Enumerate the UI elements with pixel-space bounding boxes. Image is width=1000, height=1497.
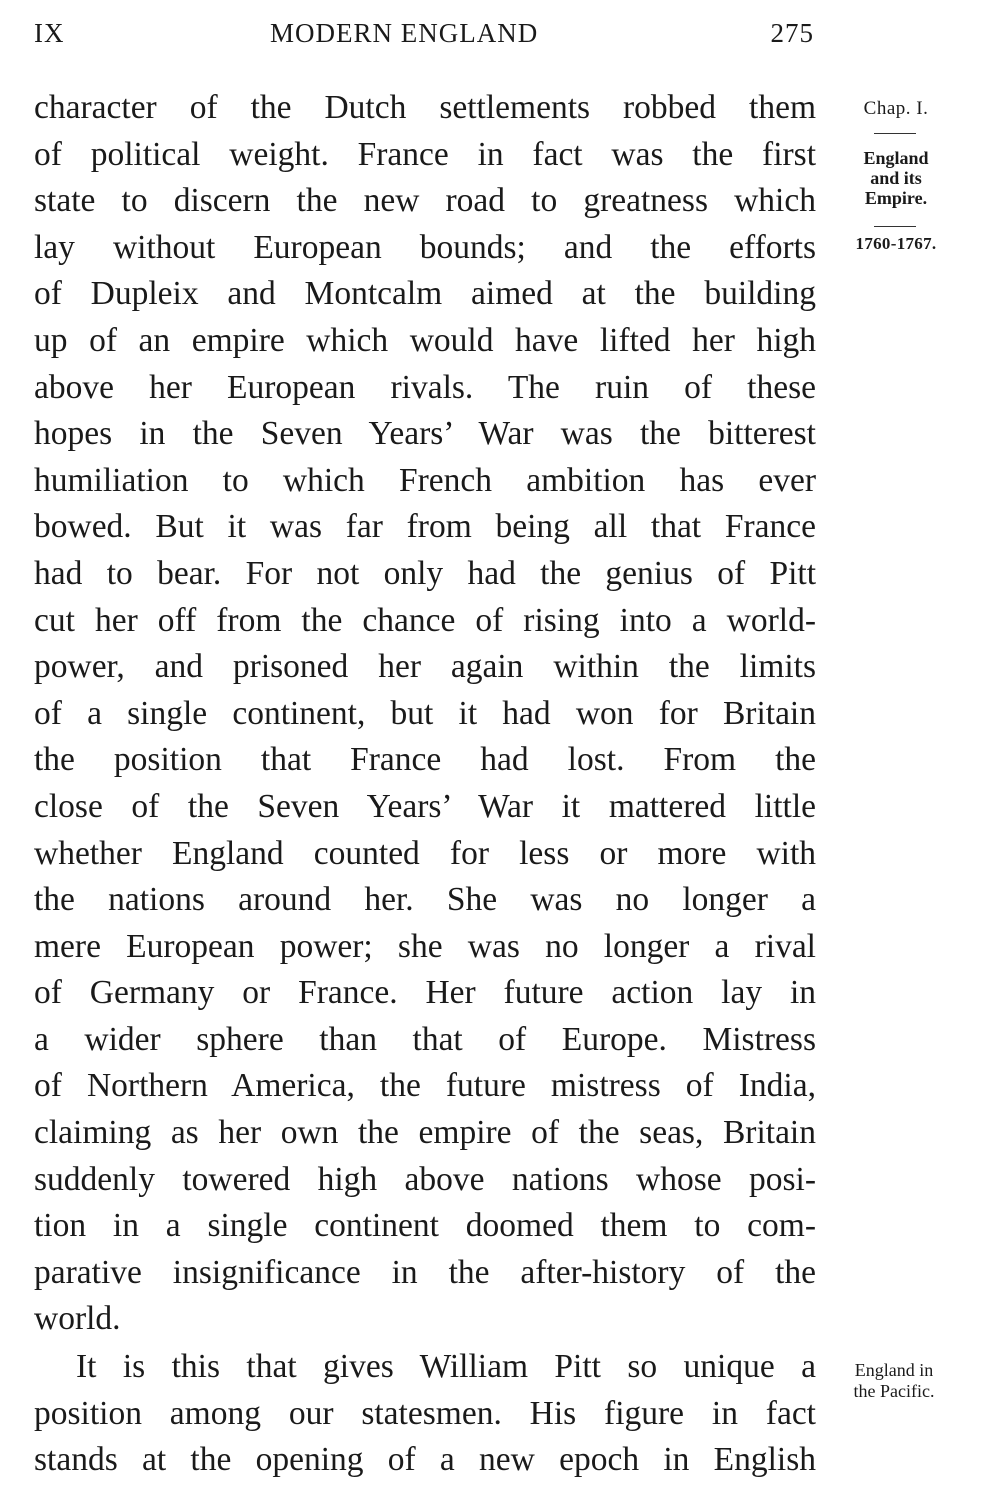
text-line: of Dupleix and Montcalm aimed at the building xyxy=(34,275,816,313)
text-line: It is this that gives William Pitt so unique a xyxy=(76,1348,816,1385)
paragraph-1 xyxy=(34,85,816,1343)
margin-topic-line: Empire. xyxy=(864,188,928,208)
text-line: state to discern the new road to greatness which xyxy=(34,182,816,220)
text-line: above her European rivals. The ruin of these xyxy=(34,368,816,406)
text-line: lay without European bounds; and the efforts xyxy=(34,228,816,266)
margin-chapter-label: Chap. I. xyxy=(863,98,929,119)
text-line: up of an empire which would have lifted her high xyxy=(34,321,816,359)
text-line: the nations around her. She was no longer a xyxy=(34,881,816,919)
text-line: humiliation to which French ambition has ever xyxy=(34,461,816,499)
margin-topic-england-pacific xyxy=(828,1360,960,1402)
margin-topic-line: England in xyxy=(854,1360,934,1380)
text-line: had to bear. For not only had the genius of Pitt xyxy=(34,554,816,592)
running-head xyxy=(34,18,814,54)
text-line: world. xyxy=(34,1300,121,1338)
text-line: stands at the opening of a new epoch in English xyxy=(34,1441,816,1479)
margin-rule xyxy=(874,226,916,227)
margin-topic-line: England xyxy=(863,148,929,168)
text-line: of a single continent, but it had won for Britain xyxy=(34,694,816,732)
text-line: of Northern America, the future mistress of India, xyxy=(34,1067,816,1105)
text-line: power, and prisoned her again within the limits xyxy=(34,648,816,686)
paragraph-2 xyxy=(34,1344,816,1484)
text-line: suddenly towered high above nations whose posi- xyxy=(34,1160,816,1198)
chapter-number: IX xyxy=(34,18,65,48)
text-line: parative insignificance in the after-history of the xyxy=(34,1253,816,1291)
text-line: a wider sphere than that of Europe. Mistress xyxy=(34,1020,816,1058)
text-line: the position that France had lost. From the xyxy=(34,741,816,779)
text-line: bowed. But it was far from being all that France xyxy=(34,508,816,546)
book-title: MODERN ENGLAND xyxy=(270,18,539,48)
text-line: character of the Dutch settlements robbed them xyxy=(34,89,816,126)
margin-rule xyxy=(874,133,916,134)
margin-topic-line: and its xyxy=(870,168,922,188)
text-line: cut her off from the chance of rising into a world- xyxy=(34,601,816,639)
text-line: of political weight. France in fact was the first xyxy=(34,135,816,173)
text-line: tion in a single continent doomed them to com- xyxy=(34,1207,816,1245)
margin-dates: 1760-1767. xyxy=(855,234,937,253)
text-line: close of the Seven Years’ War it mattered little xyxy=(34,787,816,825)
text-line: claiming as her own the empire of the seas, Britain xyxy=(34,1114,816,1152)
text-line: of Germany or France. Her future action lay in xyxy=(34,974,816,1012)
text-line: hopes in the Seven Years’ War was the bitterest xyxy=(34,415,816,453)
margin-topic-england-empire xyxy=(838,148,954,208)
margin-topic-line: the Pacific. xyxy=(853,1381,935,1401)
text-line: whether England counted for less or more with xyxy=(34,834,816,872)
page-number: 275 xyxy=(770,18,814,48)
text-line: position among our statesmen. His figure in fact xyxy=(34,1394,816,1432)
text-line: mere European power; she was no longer a rival xyxy=(34,927,816,965)
